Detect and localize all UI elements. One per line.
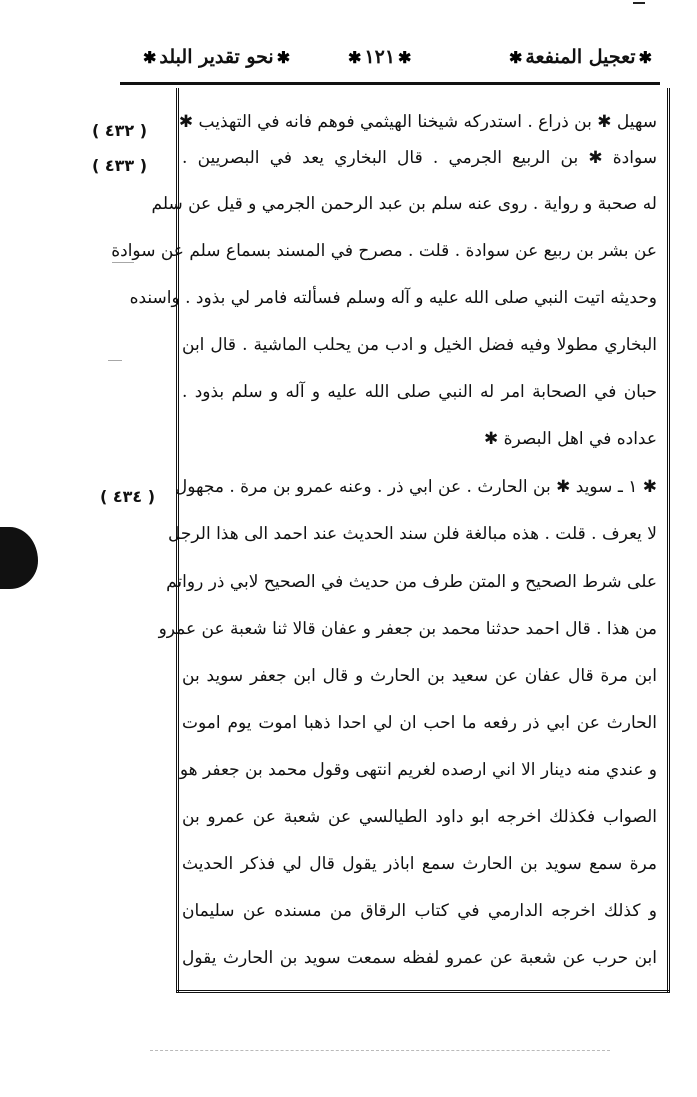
text-line: على شرط الصحيح و المتن طرف من حديث في الصحيح لابي ذر رواتم	[166, 572, 657, 592]
header-left-title	[140, 46, 293, 68]
text-line: الصواب فكذلك اخرجه ابو داود الطيالسي عن شعبة عن عمرو بن	[182, 807, 657, 827]
ornament-icon: ✱	[398, 48, 412, 67]
text-line: عن بشر بن ربيع عن سوادة . قلت . مصرح في المسند بسماع سلم عن سوادة	[111, 241, 657, 261]
text-line: سوادة ✱ بن الربيع الجرمي . قال البخاري يعد في البصريين .	[182, 148, 657, 168]
page-number-text: ١٢١	[364, 46, 396, 68]
ornament-icon: ✱	[638, 48, 652, 67]
text-line: له صحبة و رواية . روى عنه سلم بن عبد الرحمن الجرمي و قيل عن سلم	[151, 194, 657, 214]
ornament-icon: ✱	[276, 48, 291, 67]
text-line: لا يعرف . قلت . هذه مبالغة فلن سند الحديث عند احمد الى هذا الرجل	[168, 524, 657, 544]
bottom-bleedthrough	[150, 1020, 610, 1051]
header-right-title	[506, 46, 655, 68]
ornament-icon: ✱	[143, 48, 157, 67]
header-rule	[120, 82, 660, 85]
page-number	[345, 46, 414, 68]
text-line: سهيل ✱ بن ذراع . استدركه شيخنا الهيثمي فوهم فانه في التهذيب ✱	[178, 112, 657, 132]
entry-number: ( ٤٣٢ )	[92, 121, 148, 140]
text-line: ✱ ١ ـ سويد ✱ بن الحارث . عن ابي ذر . وعنه عمرو بن مرة . مجهول	[174, 477, 657, 497]
ink-blot	[0, 527, 38, 589]
text-line: ابن حرب عن شعبة عن عمرو لفظه سمعت سويد بن الحارث يقول	[182, 948, 657, 968]
text-line: و عندي منه دينار الا اني ارصده لغريم انتهى وقول محمد بن جعفر هو	[179, 760, 657, 780]
entry-number: ( ٤٣٣ )	[92, 156, 148, 175]
text-line: من هذا . قال احمد حدثنا محمد بن جعفر و عفان قالا ثنا شعبة عن عمرو	[158, 619, 657, 639]
entry-number: ( ٤٣٤ )	[100, 487, 156, 506]
ornament-icon: ✱	[348, 48, 362, 67]
text-line: وحديثه اتيت النبي صلى الله عليه و آله وسلم فسألته فامر لي بذود . واسنده	[129, 288, 657, 308]
page-header	[120, 42, 655, 78]
header-right-text: تعجيل المنفعة	[525, 46, 636, 68]
text-line: البخاري مطولا وفيه فضل الخيل و ادب من يحلب الماشية . قال ابن	[182, 335, 657, 355]
scan-speck	[108, 360, 122, 361]
frame-bottom-rule	[176, 990, 670, 997]
text-line: مرة سمع سويد بن الحارث سمع اباذر يقول قال لي فذكر الحديث	[182, 854, 657, 874]
text-line: الحارث عن ابي ذر رفعه ما احب ان لي احدا ذهبا اموت يوم اموت	[182, 713, 657, 733]
header-left-text: نحو تقدير البلد	[159, 46, 274, 68]
scan-speck	[112, 262, 134, 263]
scan-speck	[633, 2, 645, 4]
text-line: ابن مرة قال عفان عن سعيد بن الحارث و قال ابن جعفر سويد بن	[182, 666, 657, 686]
text-line: حبان في الصحابة امر له النبي صلى الله عليه و آله و سلم بذود .	[182, 382, 657, 402]
text-line: عداده في اهل البصرة ✱	[483, 429, 657, 449]
ornament-icon: ✱	[508, 48, 523, 67]
text-line: و كذلك اخرجه الدارمي في كتاب الرقاق من مسنده عن سليمان	[182, 901, 657, 921]
